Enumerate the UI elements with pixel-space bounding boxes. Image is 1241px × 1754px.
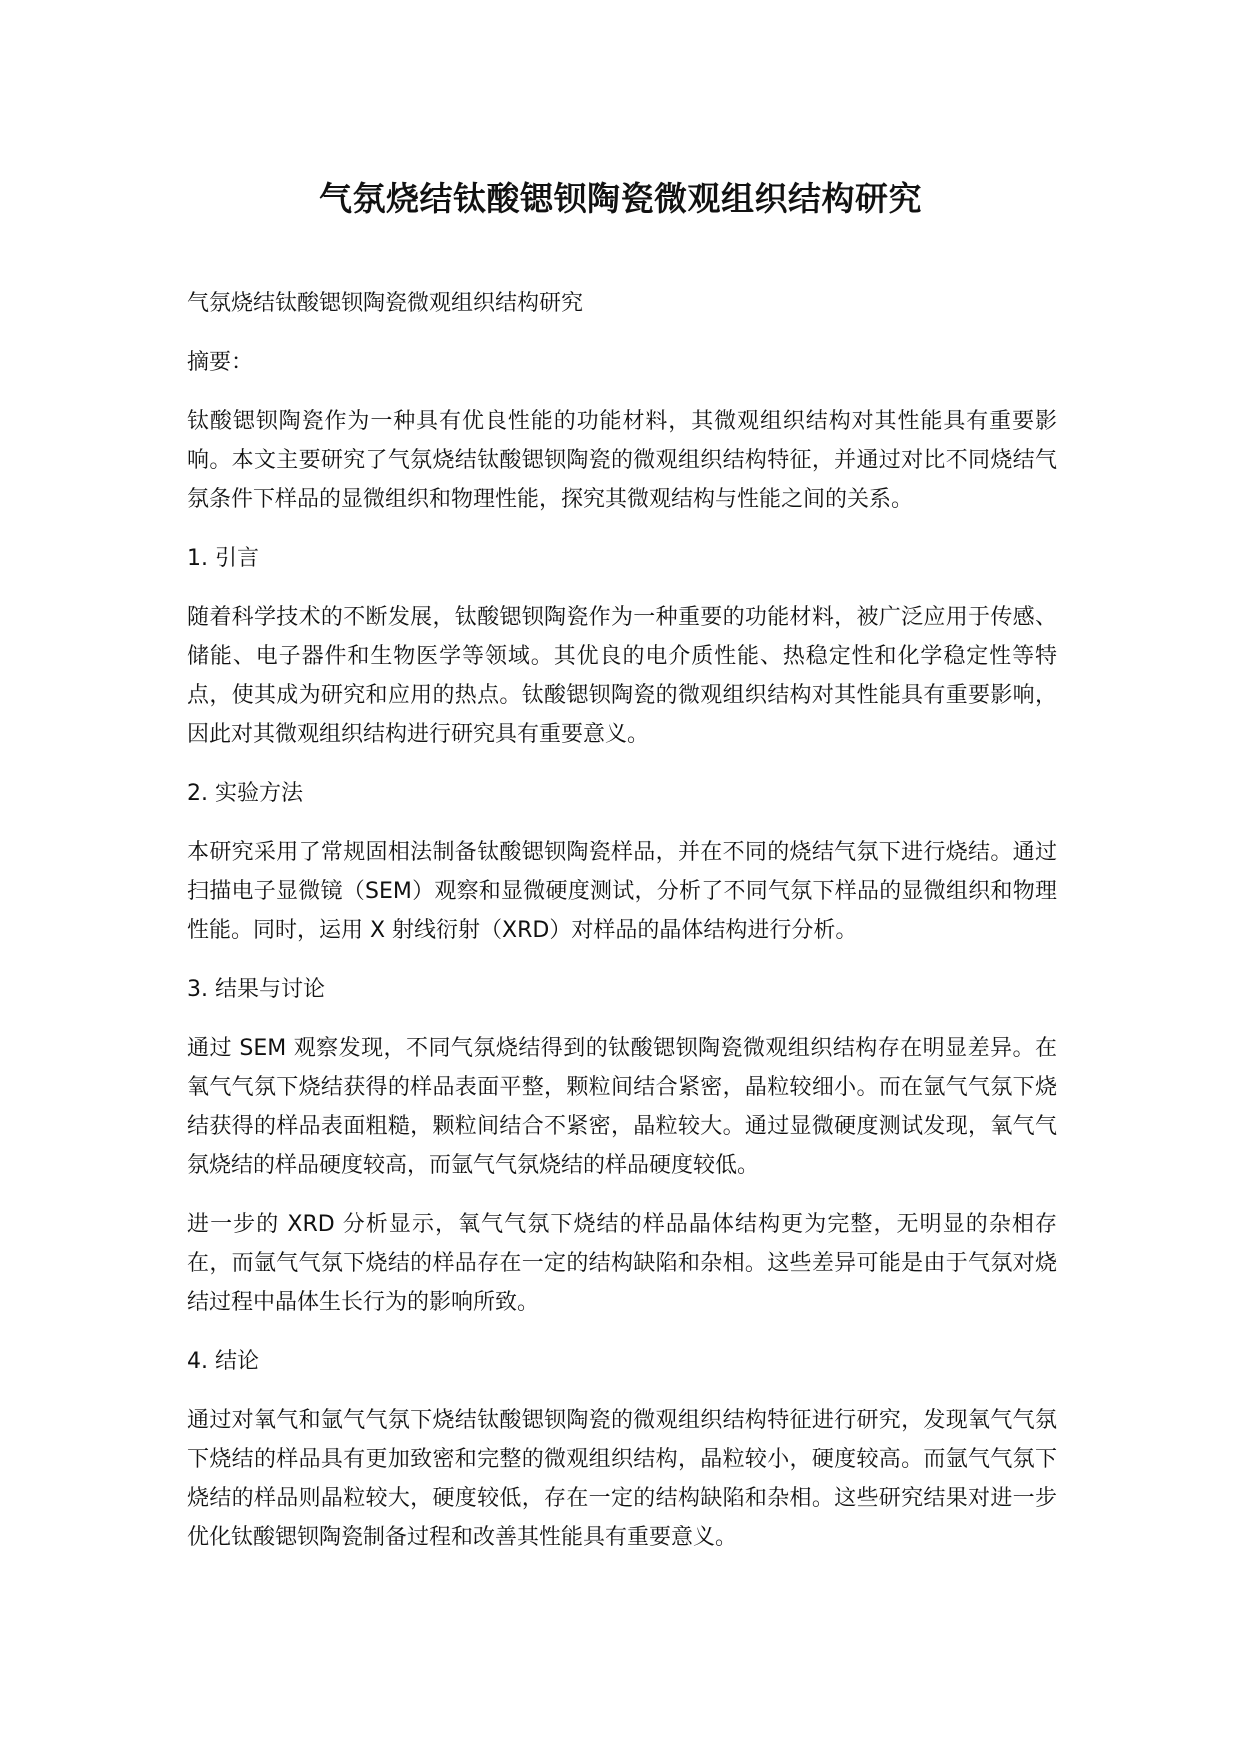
section-heading-results: 3. 结果与讨论 <box>187 977 325 1002</box>
abstract-paragraph: 钛酸锶钡陶瓷作为一种具有优良性能的功能材料，其微观组织结构对其性能具有重要影响。本文主要研究了气氛烧结钛酸锶钡陶瓷的微观组织结构特征，并通过对比不同烧结气氛条件下样品的显微组织和物理性能，探究其微观结构与性能之间的关系。 <box>187 409 1057 512</box>
subtitle: 气氛烧结钛酸锶钡陶瓷微观组织结构研究 <box>187 291 584 316</box>
abstract-label: 摘要： <box>187 350 254 375</box>
methods-paragraph: 本研究采用了常规固相法制备钛酸锶钡陶瓷样品，并在不同的烧结气氛下进行烧结。通过扫描电子显微镜（SEM）观察和显微硬度测试，分析了不同气氛下样品的显微组织和物理性能。同时，运用 X 射线衍射（XRD）对样品的晶体结构进行分析。 <box>187 840 1057 943</box>
section-heading-conclusion: 4. 结论 <box>187 1349 259 1374</box>
document-body <box>187 284 1057 1577</box>
results-paragraph: 进一步的 XRD 分析显示，氧气气氛下烧结的样品晶体结构更为完整，无明显的杂相存在，而氩气气氛下烧结的样品存在一定的结构缺陷和杂相。这些差异可能是由于气氛对烧结过程中晶体生长行为的影响所致。 <box>187 1212 1057 1315</box>
results-paragraph: 通过 SEM 观察发现，不同气氛烧结得到的钛酸锶钡陶瓷微观组织结构存在明显差异。在氧气气氛下烧结获得的样品表面平整，颗粒间结合紧密，晶粒较细小。而在氩气气氛下烧结获得的样品表面粗糙，颗粒间结合不紧密，晶粒较大。通过显微硬度测试发现，氧气气氛烧结的样品硬度较高，而氩气气氛烧结的样品硬度较低。 <box>187 1036 1057 1178</box>
section-heading-introduction: 1. 引言 <box>187 546 259 571</box>
section-heading-methods: 2. 实验方法 <box>187 781 303 806</box>
conclusion-paragraph: 通过对氧气和氩气气氛下烧结钛酸锶钡陶瓷的微观组织结构特征进行研究，发现氧气气氛下烧结的样品具有更加致密和完整的微观组织结构，晶粒较小，硬度较高。而氩气气氛下烧结的样品则晶粒较大，硬度较低，存在一定的结构缺陷和杂相。这些研究结果对进一步优化钛酸锶钡陶瓷制备过程和改善其性能具有重要意义。 <box>187 1408 1057 1550</box>
introduction-paragraph: 随着科学技术的不断发展，钛酸锶钡陶瓷作为一种重要的功能材料，被广泛应用于传感、储能、电子器件和生物医学等领域。其优良的电介质性能、热稳定性和化学稳定性等特点，使其成为研究和应用的热点。钛酸锶钡陶瓷的微观组织结构对其性能具有重要影响，因此对其微观组织结构进行研究具有重要意义。 <box>187 605 1057 747</box>
page-title: 气氛烧结钛酸锶钡陶瓷微观组织结构研究 <box>319 179 922 218</box>
